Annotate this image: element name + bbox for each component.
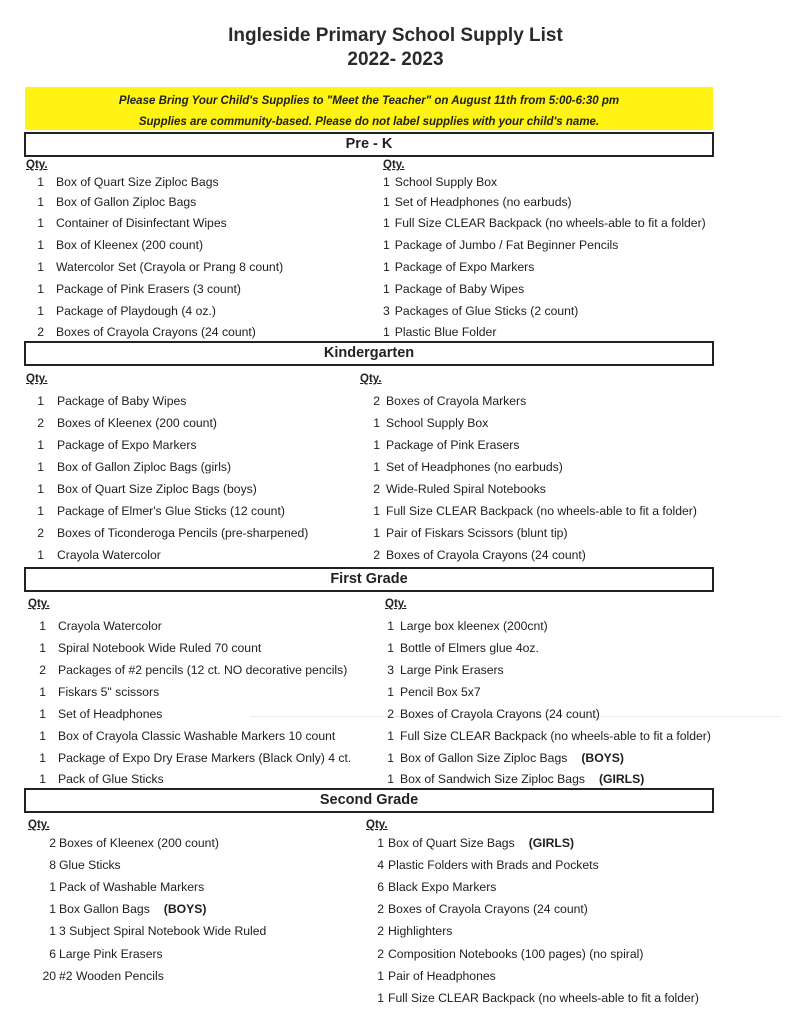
supply-item [28, 924, 266, 938]
item-description: Composition Notebooks (100 pages) (no spiral) [388, 947, 644, 961]
supply-item [28, 947, 163, 961]
supply-item [26, 282, 241, 296]
item-description: Package of Elmer's Glue Sticks (12 count) [57, 504, 285, 518]
supply-item [366, 836, 574, 850]
item-quantity: 1 [383, 260, 390, 274]
item-description: Pack of Glue Sticks [58, 772, 164, 786]
item-description: Boxes of Ticonderoga Pencils (pre-sharpened) [57, 526, 309, 540]
supply-item [26, 482, 257, 496]
item-quantity: 2 [373, 394, 380, 408]
item-quantity: 6 [49, 947, 56, 961]
supply-item [366, 991, 699, 1005]
item-quantity: 1 [37, 260, 44, 274]
item-description: Package of Expo Markers [57, 438, 197, 452]
item-quantity: 1 [37, 482, 44, 496]
item-quantity: 1 [377, 991, 384, 1005]
supply-item [383, 216, 706, 230]
supply-item [360, 504, 697, 518]
item-quantity: 1 [37, 175, 44, 189]
item-quantity: 4 [377, 858, 384, 872]
item-description: Plastic Folders with Brads and Pockets [388, 858, 599, 872]
item-description: Box Gallon Bags [59, 902, 150, 916]
item-description: Boxes of Crayola Crayons (24 count) [56, 325, 256, 339]
item-description: Set of Headphones [58, 707, 163, 721]
item-description: Full Size CLEAR Backpack (no wheels-able to fit a folder) [394, 216, 706, 230]
item-group-tag: (GIRLS) [598, 772, 645, 786]
item-quantity: 1 [39, 772, 46, 786]
supply-item [360, 416, 488, 430]
item-quantity: 2 [377, 902, 384, 916]
item-description: Boxes of Crayola Crayons (24 count) [386, 548, 586, 562]
item-description: Box of Gallon Ziploc Bags (girls) [57, 460, 232, 474]
supply-item [26, 325, 256, 339]
item-quantity: 1 [383, 216, 390, 230]
supply-item [360, 394, 526, 408]
item-description: Plastic Blue Folder [394, 325, 497, 339]
supply-item [26, 238, 203, 252]
item-quantity: 1 [387, 619, 394, 633]
section-header: Kindergarten [24, 341, 714, 366]
supply-item [360, 438, 519, 452]
supply-item [26, 438, 197, 452]
supply-item [28, 902, 206, 916]
item-description: Box of Crayola Classic Washable Markers 10 count [58, 729, 336, 743]
qty-column-header: Qty. [28, 819, 50, 831]
item-quantity: 1 [37, 304, 44, 318]
item-description: Large box kleenex (200cnt) [400, 619, 548, 633]
item-quantity: 1 [39, 685, 46, 699]
school-year: 2022- 2023 [347, 49, 444, 70]
item-quantity: 2 [373, 482, 380, 496]
item-description: Pack of Washable Markers [59, 880, 205, 894]
supply-item [28, 880, 204, 894]
item-quantity: 1 [373, 460, 380, 474]
supply-item [28, 663, 347, 677]
item-quantity: 1 [383, 195, 390, 209]
item-description: Fiskars 5" scissors [58, 685, 160, 699]
item-quantity: 1 [37, 548, 44, 562]
item-description: Crayola Watercolor [57, 548, 161, 562]
supply-item [366, 880, 496, 894]
item-description: School Supply Box [386, 416, 489, 430]
item-description: Set of Headphones (no earbuds) [386, 460, 563, 474]
section-header: First Grade [24, 567, 714, 592]
item-quantity: 1 [37, 238, 44, 252]
item-description: Glue Sticks [59, 858, 121, 872]
item-description: #2 Wooden Pencils [59, 969, 164, 983]
item-description: Highlighters [388, 924, 453, 938]
supply-item [366, 858, 599, 872]
supply-item [385, 772, 644, 786]
item-description: Container of Disinfectant Wipes [56, 216, 227, 230]
supply-item [360, 548, 586, 562]
item-description: School Supply Box [394, 175, 498, 189]
qty-column-header: Qty. [26, 373, 48, 385]
item-quantity: 1 [39, 751, 46, 765]
item-description: Box of Quart Size Ziploc Bags (boys) [57, 482, 257, 496]
supply-item [366, 969, 496, 983]
qty-column-header: Qty. [360, 373, 382, 385]
item-description: Package of Expo Dry Erase Markers (Black Only) 4 ct. [58, 751, 352, 765]
item-description: Boxes of Kleenex (200 count) [57, 416, 217, 430]
supply-item [366, 947, 643, 961]
qty-column-header: Qty. [28, 598, 50, 610]
item-description: Box of Quart Size Bags [388, 836, 515, 850]
item-description: Bottle of Elmers glue 4oz. [400, 641, 539, 655]
supply-item [28, 836, 219, 850]
item-quantity: 8 [49, 858, 56, 872]
item-description: Boxes of Crayola Crayons (24 count) [400, 707, 600, 721]
item-description: Package of Jumbo / Fat Beginner Pencils [394, 238, 619, 252]
item-description: Package of Pink Erasers (3 count) [56, 282, 241, 296]
supply-item [385, 729, 711, 743]
item-description: Spiral Notebook Wide Ruled 70 count [58, 641, 262, 655]
item-quantity: 1 [383, 325, 390, 339]
item-description: Full Size CLEAR Backpack (no wheels-able to fit a folder) [400, 729, 711, 743]
item-description: Box of Gallon Ziploc Bags [56, 195, 197, 209]
item-description: Pair of Fiskars Scissors (blunt tip) [386, 526, 568, 540]
item-quantity: 1 [37, 394, 44, 408]
item-quantity: 1 [387, 729, 394, 743]
item-quantity: 3 [387, 663, 394, 677]
supply-item [26, 175, 219, 189]
item-quantity: 1 [39, 707, 46, 721]
item-quantity: 1 [387, 751, 394, 765]
supply-item [28, 969, 164, 983]
supply-item [26, 548, 161, 562]
supply-item [385, 707, 600, 721]
supply-item [26, 260, 283, 274]
item-quantity: 1 [37, 460, 44, 474]
supply-item [28, 772, 164, 786]
item-description: Black Expo Markers [388, 880, 497, 894]
item-quantity: 1 [39, 641, 46, 655]
item-quantity: 2 [37, 325, 44, 339]
item-quantity: 1 [39, 619, 46, 633]
item-description: Full Size CLEAR Backpack (no wheels-able to fit a folder) [388, 991, 699, 1005]
supply-item [28, 729, 335, 743]
supply-item [385, 641, 539, 655]
supply-item [366, 902, 588, 916]
item-quantity: 1 [49, 880, 56, 894]
item-quantity: 3 [383, 304, 390, 318]
section-header: Pre - K [24, 132, 714, 157]
supply-item [26, 304, 216, 318]
supply-item [360, 460, 563, 474]
item-quantity: 1 [37, 195, 44, 209]
item-description: 3 Subject Spiral Notebook Wide Ruled [59, 924, 267, 938]
item-description: Boxes of Crayola Crayons (24 count) [388, 902, 588, 916]
notice-banner [25, 87, 713, 130]
item-quantity: 1 [373, 504, 380, 518]
item-quantity: 2 [49, 836, 56, 850]
supply-item [26, 526, 308, 540]
item-description: Package of Playdough (4 oz.) [56, 304, 216, 318]
item-quantity: 1 [387, 772, 394, 786]
item-quantity: 2 [37, 416, 44, 430]
item-description: Boxes of Crayola Markers [386, 394, 527, 408]
item-quantity: 1 [39, 729, 46, 743]
supply-item [26, 195, 196, 209]
item-quantity: 1 [49, 924, 56, 938]
item-quantity: 20 [42, 969, 56, 983]
supply-item [366, 924, 452, 938]
item-quantity: 1 [383, 175, 390, 189]
item-description: Box of Gallon Size Ziploc Bags [400, 751, 568, 765]
supply-item [26, 416, 217, 430]
qty-column-header: Qty. [385, 598, 407, 610]
notice-line-1: Please Bring Your Child's Supplies to "Meet the Teacher" on August 11th from 5:00-6:30 pm [118, 95, 620, 107]
notice-line-2: Supplies are community-based. Please do not label supplies with your child's name. [138, 116, 600, 128]
qty-column-header: Qty. [26, 159, 48, 171]
item-quantity: 1 [37, 504, 44, 518]
item-quantity: 1 [377, 836, 384, 850]
item-quantity: 2 [373, 548, 380, 562]
supply-item [28, 641, 261, 655]
item-description: Box of Quart Size Ziploc Bags [56, 175, 219, 189]
item-quantity: 1 [377, 969, 384, 983]
item-description: Package of Pink Erasers [386, 438, 520, 452]
item-description: Large Pink Erasers [59, 947, 163, 961]
supply-item [385, 663, 504, 677]
supply-item [28, 751, 351, 765]
item-quantity: 2 [39, 663, 46, 677]
item-quantity: 1 [37, 282, 44, 296]
item-quantity: 1 [373, 438, 380, 452]
page-title: Ingleside Primary School Supply List [228, 25, 563, 46]
supply-item [28, 707, 162, 721]
supply-item [383, 195, 572, 209]
supply-item [28, 685, 159, 699]
supply-item [28, 858, 121, 872]
item-description: Large Pink Erasers [400, 663, 504, 677]
item-description: Packages of #2 pencils (12 ct. NO decorative pencils) [58, 663, 348, 677]
supply-item [360, 482, 546, 496]
item-quantity: 1 [383, 282, 390, 296]
supply-item [360, 526, 568, 540]
item-quantity: 2 [377, 947, 384, 961]
item-quantity: 2 [387, 707, 394, 721]
supply-item [385, 619, 548, 633]
supply-item [26, 394, 186, 408]
item-quantity: 1 [383, 238, 390, 252]
supply-item [383, 325, 496, 339]
qty-column-header: Qty. [383, 159, 405, 171]
supply-item [385, 685, 481, 699]
qty-column-header: Qty. [366, 819, 388, 831]
item-quantity: 1 [37, 216, 44, 230]
item-quantity: 1 [373, 526, 380, 540]
item-description: Box of Sandwich Size Ziploc Bags [400, 772, 585, 786]
item-quantity: 2 [377, 924, 384, 938]
supply-item [383, 282, 524, 296]
item-description: Box of Kleenex (200 count) [56, 238, 204, 252]
section-header: Second Grade [24, 788, 714, 813]
supply-item [26, 460, 231, 474]
supply-item [383, 175, 497, 189]
item-quantity: 1 [373, 416, 380, 430]
item-description: Packages of Glue Sticks (2 count) [394, 304, 579, 318]
supply-item [383, 260, 534, 274]
item-description: Package of Expo Markers [394, 260, 535, 274]
supply-item [385, 751, 624, 765]
item-description: Pair of Headphones [388, 969, 496, 983]
item-description: Full Size CLEAR Backpack (no wheels-able to fit a folder) [386, 504, 697, 518]
item-description: Package of Baby Wipes [394, 282, 525, 296]
item-description: Package of Baby Wipes [57, 394, 187, 408]
item-quantity: 6 [377, 880, 384, 894]
supply-item [26, 216, 227, 230]
supply-item [383, 238, 618, 252]
item-description: Boxes of Kleenex (200 count) [59, 836, 219, 850]
item-quantity: 1 [37, 438, 44, 452]
item-description: Crayola Watercolor [58, 619, 162, 633]
supply-item [383, 304, 578, 318]
item-quantity: 1 [49, 902, 56, 916]
supply-item [26, 504, 285, 518]
item-description: Set of Headphones (no earbuds) [394, 195, 572, 209]
item-quantity: 1 [387, 641, 394, 655]
item-group-tag: (GIRLS) [528, 836, 575, 850]
item-description: Wide-Ruled Spiral Notebooks [386, 482, 546, 496]
supply-item [28, 619, 162, 633]
item-description: Watercolor Set (Crayola or Prang 8 count) [56, 260, 284, 274]
item-quantity: 2 [37, 526, 44, 540]
item-group-tag: (BOYS) [581, 751, 624, 765]
item-description: Pencil Box 5x7 [400, 685, 481, 699]
item-group-tag: (BOYS) [163, 902, 207, 916]
item-quantity: 1 [387, 685, 394, 699]
